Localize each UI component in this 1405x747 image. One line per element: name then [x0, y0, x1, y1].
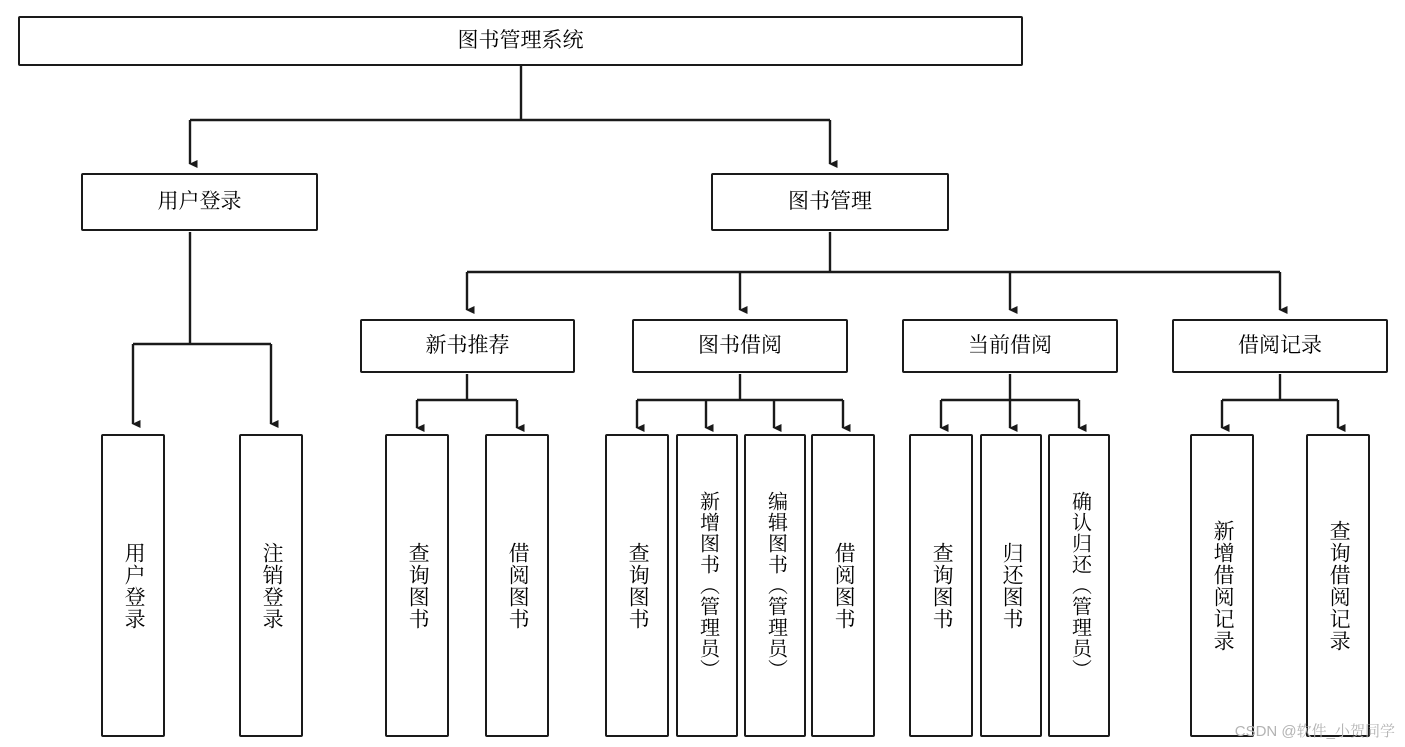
node-label: 查询图书	[930, 541, 954, 630]
node-label: 新增图书（管理员）	[696, 491, 719, 680]
leaf-edit-book-admin[interactable]	[744, 434, 806, 737]
node-label: 查询图书	[406, 541, 430, 630]
leaf-borrow-book[interactable]	[811, 434, 875, 737]
watermark-text: CSDN @软件_小贺同学	[1234, 723, 1395, 740]
node-book-management[interactable]	[711, 173, 949, 231]
node-label: 查询借阅记录	[1327, 519, 1351, 652]
node-label: 编辑图书（管理员）	[764, 491, 787, 680]
leaf-confirm-return-admin[interactable]	[1048, 434, 1110, 737]
leaf-add-borrow-record[interactable]	[1190, 434, 1254, 737]
node-label: 查询图书	[626, 541, 650, 630]
node-label: 借阅图书	[832, 541, 856, 630]
node-label: 确认归还（管理员）	[1068, 491, 1091, 680]
node-label: 归还图书	[1000, 541, 1024, 630]
leaf-borrow-book-newbook[interactable]	[485, 434, 549, 737]
node-label: 图书管理系统	[457, 28, 584, 52]
node-root[interactable]	[18, 16, 1023, 66]
node-label: 新增借阅记录	[1211, 519, 1235, 652]
node-label: 新书推荐	[425, 333, 510, 357]
leaf-add-book-admin[interactable]	[676, 434, 738, 737]
node-label: 图书借阅	[698, 333, 782, 357]
node-label: 当前借阅	[968, 333, 1052, 357]
node-new-book-recommend[interactable]	[360, 319, 575, 373]
node-label: 用户登录	[122, 541, 146, 630]
leaf-logout[interactable]	[239, 434, 303, 737]
node-label: 用户登录	[157, 189, 242, 213]
leaf-query-book-current[interactable]	[909, 434, 973, 737]
leaf-query-borrow-record[interactable]	[1306, 434, 1370, 737]
leaf-query-book-borrow[interactable]	[605, 434, 669, 737]
node-label: 图书管理	[788, 189, 872, 213]
node-book-borrow[interactable]	[632, 319, 848, 373]
node-label: 借阅图书	[506, 541, 530, 630]
leaf-return-book[interactable]	[980, 434, 1042, 737]
node-label: 注销登录	[260, 541, 284, 630]
node-user-login[interactable]	[81, 173, 318, 231]
node-borrow-records[interactable]	[1172, 319, 1388, 373]
leaf-user-login[interactable]	[101, 434, 165, 737]
node-label: 借阅记录	[1238, 333, 1322, 357]
node-current-borrow[interactable]	[902, 319, 1118, 373]
leaf-query-book-newbook[interactable]	[385, 434, 449, 737]
